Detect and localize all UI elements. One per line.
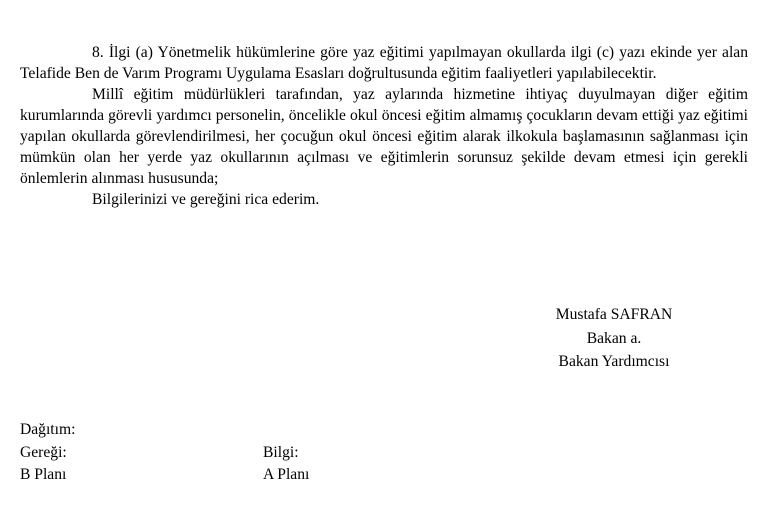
paragraph-item-8: 8. İlgi (a) Yönetmelik hükümlerine göre yaz eğitimi yapılmayan okullarda ilgi (c) yazı ekinde yer alan Telafide Ben de Varım Programı Uygulama Esasları doğrultusunda eğitim faaliyetleri yapılabilecektir.	[20, 44, 748, 82]
action-value: B Planı	[20, 466, 67, 483]
signatory-title: Bakan Yardımcısı	[558, 353, 670, 370]
distribution-labels-row	[20, 442, 309, 465]
distribution-block	[20, 419, 309, 487]
signature-block	[520, 303, 708, 374]
signatory-name: Mustafa SAFRAN	[555, 306, 673, 323]
info-value: A Planı	[263, 466, 310, 483]
info-label: Bilgi:	[263, 443, 299, 461]
distribution-heading: Dağıtım:	[20, 421, 76, 438]
signatory-on-behalf: Bakan a.	[586, 329, 642, 347]
letter-body	[20, 42, 748, 210]
distribution-values-row	[20, 464, 309, 487]
paragraph-staff-assignment: Millî eğitim müdürlükleri tarafından, yaz aylarında hizmetine ihtiyaç duyulmayan diğer eğitim kurumlarında görevli yardımcı personelin, öncelikle okul öncesi eğitim almamış çocukların devam ettiği yaz eğitimi yapılan okullarda görevlendirilmesi, her çocuğun okul öncesi eğitim alarak ilkokula başlamasının sağlanması için mümkün olan her yerde yaz okullarının açılması ve eğitimlerin sorunsuz şekilde devam etmesi için gerekli önlemlerin alınması hususunda;	[20, 86, 748, 187]
distribution-heading-row	[20, 419, 309, 442]
action-label: Gereği:	[20, 443, 67, 461]
closing-sentence: Bilgilerinizi ve gereğini rica ederim.	[92, 191, 320, 208]
